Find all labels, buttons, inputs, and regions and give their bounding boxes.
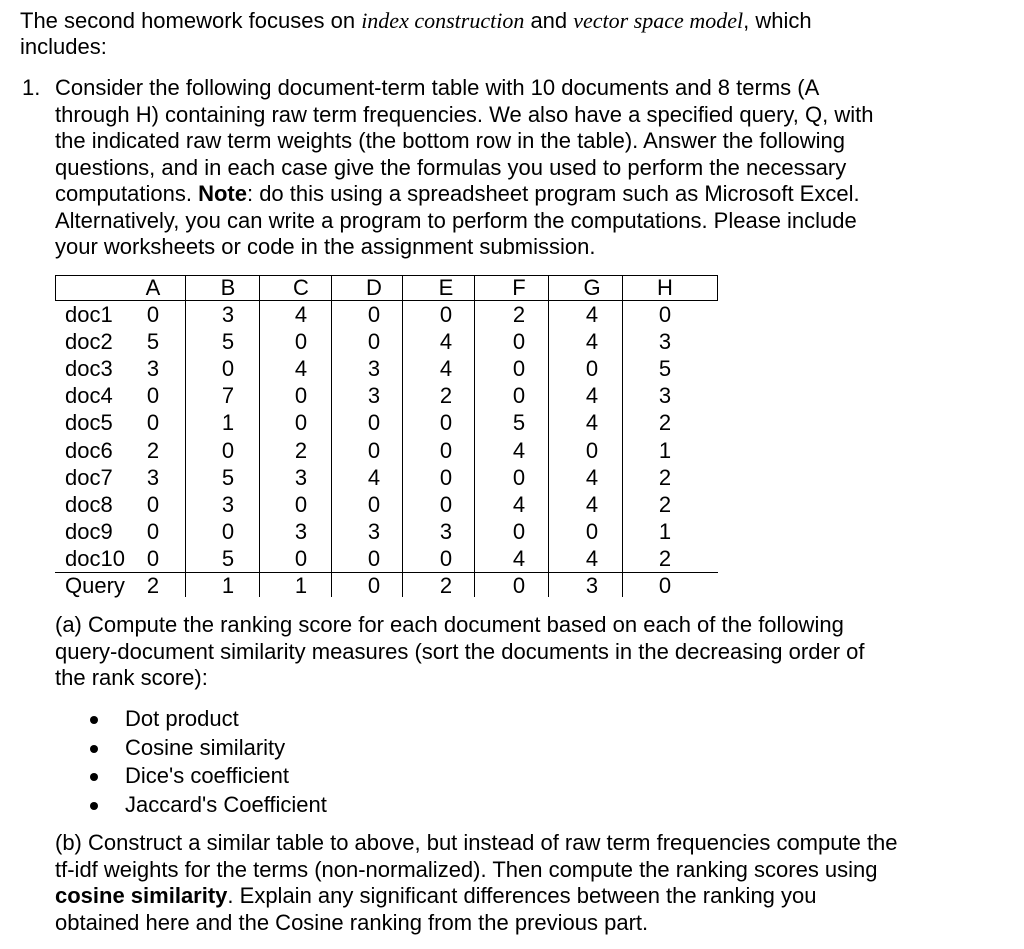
part-a — [55, 612, 955, 692]
intro-line-1 — [20, 8, 812, 34]
term-frequency: 1 — [221, 410, 235, 436]
query-weight: 2 — [146, 573, 160, 598]
term-frequency: 0 — [146, 302, 160, 327]
term-frequency: 0 — [294, 491, 308, 517]
column-header: C — [293, 275, 309, 300]
term-frequency: 4 — [439, 356, 453, 382]
query-weight: 2 — [439, 573, 453, 598]
similarity-measures-list — [90, 705, 327, 819]
measure-label: Cosine similarity — [125, 734, 286, 760]
term-frequency: 7 — [221, 383, 235, 409]
term-frequency: 0 — [221, 518, 235, 544]
term-frequency: 3 — [146, 356, 160, 382]
row-label: doc6 — [65, 437, 113, 463]
term-frequency: 0 — [367, 329, 381, 355]
query-weight: 0 — [512, 573, 526, 598]
question-line: Alternatively, you can write a program to perform the computations. Please include — [55, 207, 857, 233]
term-frequency: 0 — [439, 545, 453, 571]
intro-paragraph — [20, 8, 812, 60]
query-weight: 3 — [585, 573, 599, 598]
part-b-line: tf-idf weights for the terms (non-normalized). Then compute the ranking scores using — [55, 856, 878, 882]
term-frequency: 0 — [585, 356, 599, 382]
column-divider — [548, 275, 549, 597]
term-frequency: 3 — [439, 518, 453, 544]
term-frequency: 0 — [439, 437, 453, 463]
column-header: H — [657, 275, 673, 300]
term-frequency: 0 — [221, 356, 235, 382]
column-divider — [402, 275, 403, 597]
question-text: : do this using a spreadsheet program such as Microsoft Excel. — [246, 181, 860, 206]
column-header: G — [583, 275, 601, 300]
column-divider — [259, 275, 260, 597]
term-frequency: 5 — [221, 464, 235, 490]
measure-label: Dot product — [125, 706, 239, 731]
term-frequency: 4 — [512, 491, 526, 517]
term-frequency: 3 — [294, 464, 308, 490]
term-frequency: 4 — [585, 491, 599, 517]
query-weight: 1 — [294, 573, 308, 598]
term-frequency: 4 — [512, 545, 526, 571]
term-frequency: 3 — [367, 518, 381, 544]
question-line: through H) containing raw term frequencies. We also have a specified query, Q, with — [55, 101, 874, 127]
list-number: 1. — [22, 75, 41, 100]
list-item — [90, 762, 327, 791]
term-frequency: 2 — [294, 437, 308, 463]
bullet-icon — [90, 773, 98, 781]
intro-line-2: includes: — [20, 34, 107, 59]
term-frequency: 2 — [658, 410, 672, 436]
term-frequency: 0 — [367, 302, 381, 327]
term-frequency: 0 — [294, 329, 308, 355]
bullet-icon — [90, 802, 98, 810]
intro-text: The second homework focuses on — [20, 8, 362, 33]
column-divider — [474, 275, 475, 597]
term-frequency: 4 — [294, 302, 308, 327]
question-line: questions, and in each case give the formulas you used to perform the necessary — [55, 154, 847, 180]
term-frequency: 0 — [512, 356, 526, 382]
term-frequency: 0 — [146, 518, 160, 544]
term-frequency: 0 — [585, 518, 599, 544]
term-frequency: 0 — [512, 518, 526, 544]
measure-label: Jaccard's Coefficient — [125, 791, 327, 817]
term-frequency: 0 — [439, 302, 453, 327]
column-header: E — [438, 275, 454, 300]
measure-label: Dice's coefficient — [125, 763, 289, 788]
term-frequency: 0 — [367, 437, 381, 463]
term-frequency: 0 — [146, 491, 160, 517]
question-line: your worksheets or code in the assignment submission. — [55, 234, 596, 259]
query-weight: 0 — [367, 573, 381, 598]
query-weight: 1 — [221, 573, 235, 598]
term-frequency: 2 — [439, 383, 453, 409]
column-divider — [331, 275, 332, 597]
part-b — [55, 830, 955, 936]
term-frequency: 0 — [146, 383, 160, 409]
row-label: doc10 — [65, 545, 125, 571]
term-frequency: 5 — [146, 329, 160, 355]
term-frequency: 2 — [658, 464, 672, 490]
intro-and: and — [524, 8, 574, 33]
term-frequency: 5 — [658, 356, 672, 382]
term-frequency: 0 — [512, 383, 526, 409]
column-header: A — [145, 275, 161, 300]
bold-term: cosine similarity — [55, 883, 228, 908]
term-frequency: 5 — [221, 545, 235, 571]
question-line: Consider the following document-term table with 10 documents and 8 terms (A — [55, 75, 820, 100]
column-header: F — [512, 275, 526, 300]
part-a-line: query-document similarity measures (sort the documents in the decreasing order of — [55, 638, 865, 664]
term-frequency: 0 — [294, 545, 308, 571]
term-frequency: 3 — [658, 329, 672, 355]
bullet-icon — [90, 716, 98, 724]
term-frequency: 0 — [367, 410, 381, 436]
term-frequency: 2 — [658, 491, 672, 517]
term-frequency: 0 — [146, 545, 160, 571]
term-frequency: 4 — [512, 437, 526, 463]
part-a-line: (a) Compute the ranking score for each document based on each of the following — [55, 612, 844, 637]
column-divider — [185, 275, 186, 597]
question-line — [55, 181, 955, 208]
term-frequency: 3 — [367, 383, 381, 409]
row-label: doc5 — [65, 410, 113, 436]
row-label: doc8 — [65, 491, 113, 517]
term-frequency: 4 — [367, 464, 381, 490]
list-item — [90, 705, 327, 734]
term-frequency: 3 — [367, 356, 381, 382]
row-label: doc3 — [65, 356, 113, 382]
term-frequency: 0 — [585, 437, 599, 463]
term-frequency: 0 — [439, 464, 453, 490]
term-frequency: 4 — [439, 329, 453, 355]
question-line: the indicated raw term weights (the bottom row in the table). Answer the following — [55, 128, 845, 153]
row-label: doc7 — [65, 464, 113, 490]
term-frequency: 4 — [585, 302, 599, 327]
column-header: B — [220, 275, 236, 300]
bullet-icon — [90, 745, 98, 753]
term-frequency: 0 — [294, 410, 308, 436]
topic-index-construction: index construction — [361, 8, 525, 33]
term-frequency: 3 — [294, 518, 308, 544]
question-1 — [55, 75, 955, 261]
term-frequency: 4 — [585, 545, 599, 571]
query-label: Query — [65, 573, 125, 598]
term-frequency: 1 — [658, 437, 672, 463]
term-frequency: 5 — [221, 329, 235, 355]
term-frequency: 4 — [294, 356, 308, 382]
list-item — [90, 791, 327, 820]
term-frequency: 2 — [658, 545, 672, 571]
term-frequency: 4 — [585, 383, 599, 409]
part-a-line: the rank score): — [55, 665, 208, 690]
term-frequency: 0 — [146, 410, 160, 436]
part-b-line: obtained here and the Cosine ranking from the previous part. — [55, 909, 649, 935]
column-divider — [622, 275, 623, 597]
term-frequency: 2 — [146, 437, 160, 463]
term-frequency: 0 — [294, 383, 308, 409]
row-label: doc4 — [65, 383, 113, 409]
row-label: doc1 — [65, 302, 113, 327]
intro-text-end: , which — [743, 8, 812, 33]
term-frequency: 3 — [221, 302, 235, 327]
query-weight: 0 — [658, 573, 672, 598]
part-b-text: . Explain any significant differences between the ranking you — [227, 883, 817, 908]
term-frequency: 5 — [512, 410, 526, 436]
part-b-line — [55, 883, 955, 910]
row-label: doc2 — [65, 329, 113, 355]
topic-vector-space-model: vector space model — [573, 8, 744, 33]
row-label: doc9 — [65, 518, 113, 544]
term-frequency: 3 — [658, 383, 672, 409]
term-frequency: 0 — [439, 410, 453, 436]
term-frequency: 0 — [221, 437, 235, 463]
part-b-line: (b) Construct a similar table to above, but instead of raw term frequencies compute the — [55, 830, 898, 855]
term-frequency: 2 — [512, 302, 526, 327]
term-frequency: 0 — [512, 464, 526, 490]
note-label: Note — [198, 181, 247, 206]
term-frequency: 4 — [585, 410, 599, 436]
term-frequency: 0 — [367, 545, 381, 571]
term-frequency: 4 — [585, 329, 599, 355]
list-item — [90, 734, 327, 763]
term-frequency: 0 — [512, 329, 526, 355]
term-frequency: 0 — [367, 491, 381, 517]
question-text: computations. — [55, 181, 199, 206]
term-frequency: 0 — [658, 302, 672, 327]
column-header: D — [366, 275, 382, 300]
term-frequency: 1 — [658, 518, 672, 544]
term-frequency: 3 — [221, 491, 235, 517]
term-frequency: 4 — [585, 464, 599, 490]
term-frequency: 0 — [439, 491, 453, 517]
term-frequency: 3 — [146, 464, 160, 490]
